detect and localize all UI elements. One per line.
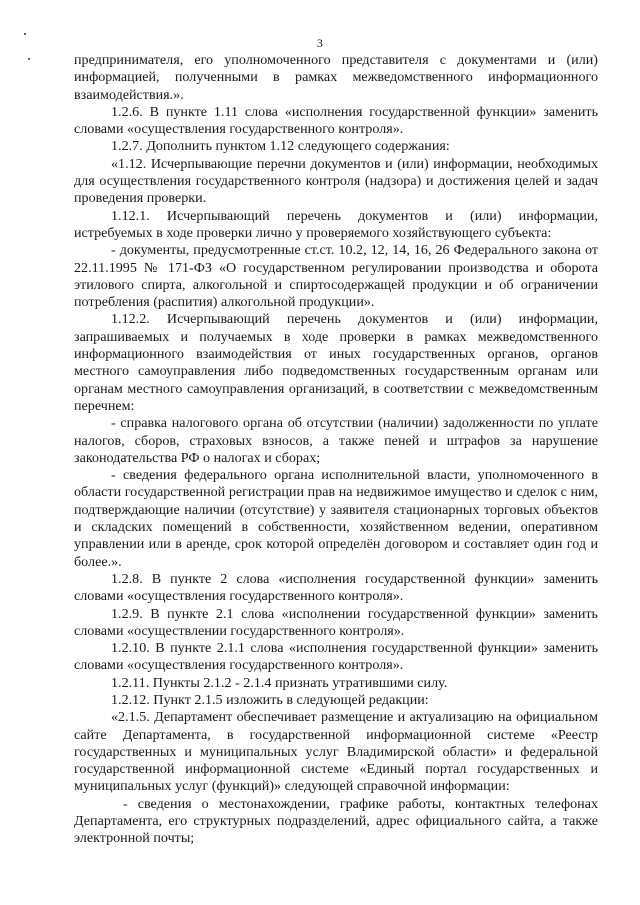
list-item: - сведения федерального органа исполнительной власти, уполномоченного в области государственной регистрации прав на недвижимое имущество и сделок с ним, подтверждающие наличии (отсутствие) у заявителя стационарных торговых объектов и складских помещений в собственности, хозяйственном ведении, оперативном управлении или в аренде, срок которой определён договором и составляет один год и более.». — [74, 467, 598, 570]
list-item: - документы, предусмотренные ст.ст. 10.2, 12, 14, 16, 26 Федерального закона от 22.11.1995 № 171-ФЗ «О государственном регулировании производства и оборота этилового спирта, алкогольной и спиртосодержащей продукции и об ограничении потребления (распития) алкогольной продукции». — [74, 242, 598, 311]
list-item: - сведения о местонахождении, графике работы, контактных телефонах Департамента, его структурных подразделений, адрес официального сайта, а также электронной почты; — [74, 795, 598, 847]
paragraph: 1.2.6. В пункте 1.11 слова «исполнения государственной функции» заменить словами «осуществления государственного контроля». — [74, 103, 598, 138]
paragraph: 1.12.2. Исчерпывающий перечень документов и (или) информации, запрашиваемых и получаемых в ходе проверки в рамках межведомственного информационного взаимодействия от иных государственных органов, органов местного самоуправления либо подведомственных государственным органам или органам местного самоуправления организаций, в соответствии с межведомственным перечнем: — [74, 311, 598, 414]
paragraph: 1.2.12. Пункт 2.1.5 изложить в следующей редакции: — [111, 691, 429, 708]
paragraph: 1.2.7. Дополнить пунктом 1.12 следующего содержания: — [111, 138, 450, 155]
paragraph: 1.2.10. В пункте 2.1.1 слова «исполнения государственной функции» заменить словами «осуществления государственного контроля». — [74, 640, 598, 674]
paragraph: предпринимателя, его уполномоченного представителя с документами и (или) информацией, полученными в рамках межведомственного информационного взаимодействия.». — [74, 52, 598, 103]
paragraph: «1.12. Исчерпывающие перечни документов и (или) информации, необходимых для осуществления государственного контроля (надзора) и достижения целей и задач проведения проверки. — [74, 155, 598, 207]
paragraph: 1.2.11. Пункты 2.1.2 - 2.1.4 признать утратившими силу. — [111, 674, 448, 691]
margin-dot — [24, 33, 26, 35]
paragraph: «2.1.5. Департамент обеспечивает размещение и актуализацию на официальном сайте Департамента, в государственной информационной системе «Реестр государственных и муниципальных услуг Владимирской области» и федеральной государственной информационной системе «Единый портал государственных и муниципальных услуг (функций)» следующей справочной информации: — [74, 709, 598, 795]
page-number: 3 — [316, 36, 324, 50]
paragraph: 1.2.8. В пункте 2 слова «исполнения государственной функции» заменить словами «осуществления государственного контроля». — [74, 570, 598, 605]
paragraph: 1.12.1. Исчерпывающий перечень документов и (или) информации, истребуемых в ходе проверки лично у проверяемого хозяйствующего субъекта: — [74, 207, 598, 241]
paragraph: 1.2.9. В пункте 2.1 слова «исполнении государственной функции» заменить словами «осуществлении государственного контроля». — [74, 605, 598, 639]
list-item: - справка налогового органа об отсутствии (наличии) задолженности по уплате налогов, сборов, страховых взносов, а также пеней и штрафов за нарушение законодательства РФ о налогах и сборах; — [74, 415, 598, 466]
margin-dot — [28, 58, 30, 60]
document-body — [74, 52, 598, 848]
